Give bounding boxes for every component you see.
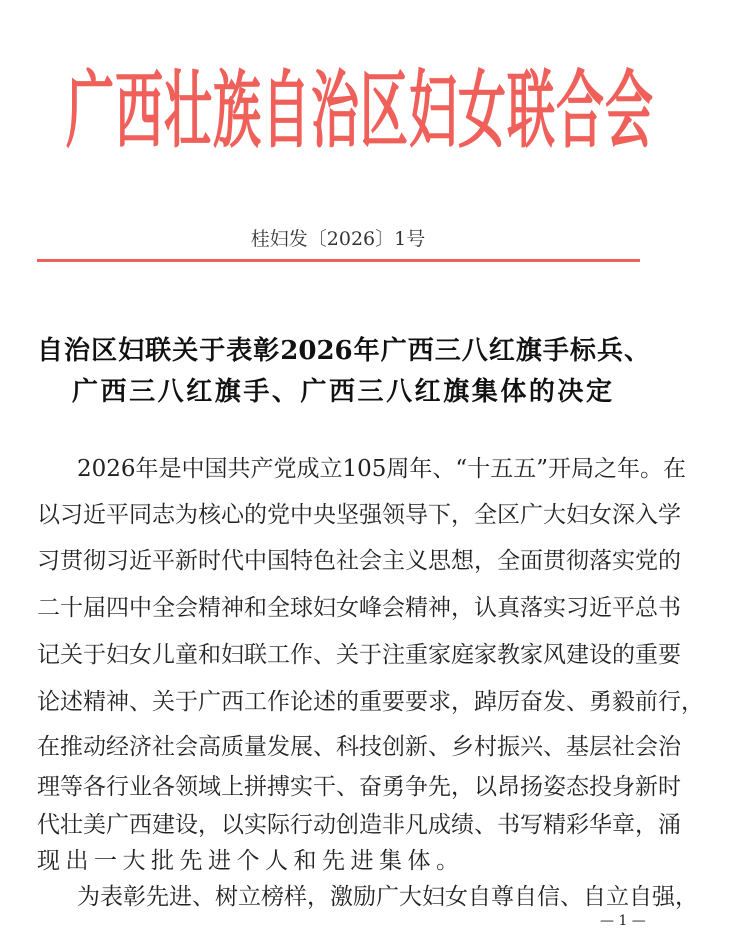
document-title-line-2: 广西三八红旗手、广西三八红旗集体的决定 bbox=[72, 377, 612, 407]
body-line: 记关于妇女儿童和妇联工作、关于注重家庭家教家风建设的重要 bbox=[37, 642, 681, 668]
body-line: 论述精神、关于广西工作论述的重要要求，踔厉奋发、勇毅前行， bbox=[37, 689, 704, 715]
body-line: 以习近平同志为核心的党中央坚强领导下，全区广大妇女深入学 bbox=[37, 502, 681, 528]
document-number: 桂妇发〔2026〕1号 bbox=[250, 228, 426, 250]
red-divider bbox=[37, 259, 640, 262]
body-line: 二十届四中全会精神和全球妇女峰会精神，认真落实习近平总书 bbox=[37, 595, 681, 621]
body-line: 代壮美广西建设，以实际行动创造非凡成绩、书写精彩华章，涌 bbox=[37, 812, 681, 838]
body-line: 为表彰先进、树立榜样，激励广大妇女自尊自信、自立自强， bbox=[77, 884, 698, 910]
body-line: 在推动经济社会高质量发展、科技创新、乡村振兴、基层社会治 bbox=[37, 734, 681, 760]
letterhead-organization: 广西壮族自治区妇女联合会 bbox=[66, 62, 655, 161]
page-number: — 1 — bbox=[600, 913, 646, 929]
body-line: 2026年是中国共产党成立105周年、“十五五”开局之年。在 bbox=[77, 456, 686, 482]
document-title-line-1: 自治区妇联关于表彰2026年广西三八红旗手标兵、 bbox=[37, 336, 650, 366]
body-line: 现出一大批先进个人和先进集体。 bbox=[37, 848, 465, 874]
body-line: 理等各行业各领域上拼搏实干、奋勇争先，以昂扬姿态投身新时 bbox=[37, 774, 681, 800]
body-line: 习贯彻习近平新时代中国特色社会主义思想，全面贯彻落实党的 bbox=[37, 548, 681, 574]
